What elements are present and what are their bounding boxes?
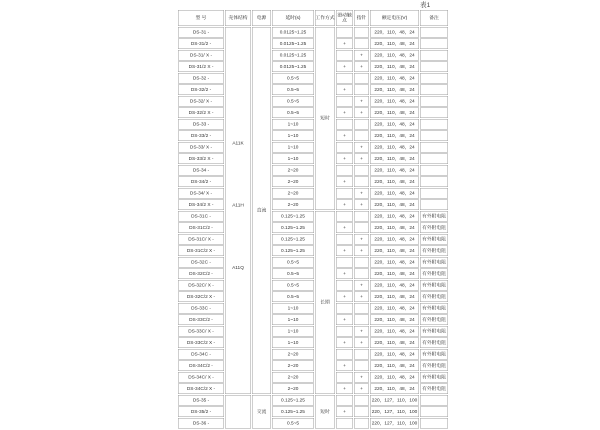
remark-cell <box>420 85 448 96</box>
delay-cell: 2~20 <box>272 165 314 176</box>
model-cell: DS-31/ X - <box>178 50 224 61</box>
remark-cell: 有外附电阻 <box>420 257 448 268</box>
voltage-cell: 220，110，48，24 <box>370 372 419 383</box>
table-row <box>178 62 448 73</box>
voltage-cell: 220，110，48，24 <box>370 338 419 349</box>
delay-cell: 0.5~5 <box>272 108 314 119</box>
slide-contact-cell <box>336 303 353 314</box>
delay-cell: 0.5~5 <box>272 269 314 280</box>
remark-cell: 有外附电阻 <box>420 280 448 291</box>
slide-contact-cell: + <box>336 407 353 418</box>
model-cell: DS-34/2 X - <box>178 200 224 211</box>
slide-contact-cell <box>336 165 353 176</box>
pointer-cell: + <box>354 326 369 337</box>
model-cell: DS-32 - <box>178 73 224 84</box>
slide-contact-cell <box>336 142 353 153</box>
slide-contact-cell <box>336 326 353 337</box>
model-cell: DS-32C/ X - <box>178 280 224 291</box>
pointer-cell <box>354 211 369 222</box>
table-caption: 表1 <box>420 1 431 9</box>
delay-cell: 1~10 <box>272 303 314 314</box>
table-row <box>178 234 448 245</box>
pointer-cell: + <box>354 154 369 165</box>
slide-contact-cell: + <box>336 108 353 119</box>
voltage-cell: 220，110，48，24 <box>370 349 419 360</box>
shell-structure-label: A11K <box>232 140 244 146</box>
slide-contact-cell <box>336 280 353 291</box>
table-row <box>178 85 448 96</box>
model-cell: DS-34/ X - <box>178 188 224 199</box>
table-row <box>178 384 448 395</box>
model-cell: DS-32C/2 X - <box>178 292 224 303</box>
table-row <box>178 246 448 257</box>
model-cell: DS-33/2 - <box>178 131 224 142</box>
table-row <box>178 269 448 280</box>
table-row <box>178 338 448 349</box>
delay-cell: 2~20 <box>272 361 314 372</box>
pointer-cell: + <box>354 96 369 107</box>
voltage-cell: 220，110，48，24 <box>370 27 419 38</box>
delay-cell: 0.5~5 <box>272 292 314 303</box>
delay-cell: 2~20 <box>272 384 314 395</box>
table-row <box>178 154 448 165</box>
table-body <box>178 27 448 429</box>
pointer-cell <box>354 269 369 280</box>
delay-cell: 0.125~1.25 <box>272 211 314 222</box>
model-cell: DS-32/ X - <box>178 96 224 107</box>
slide-contact-cell: + <box>336 315 353 326</box>
col-header-pointer: 指针 <box>354 10 369 26</box>
model-cell: DS-33C/ X - <box>178 326 224 337</box>
delay-cell: 1~10 <box>272 326 314 337</box>
power-cell: 交流 <box>252 395 271 429</box>
slide-contact-cell: + <box>336 85 353 96</box>
slide-contact-cell <box>336 349 353 360</box>
delay-cell: 2~20 <box>272 177 314 188</box>
model-cell: DS-34C/ X - <box>178 372 224 383</box>
table-row <box>178 315 448 326</box>
slide-contact-cell: + <box>336 39 353 50</box>
pointer-cell <box>354 407 369 418</box>
delay-cell: 0.5~5 <box>272 257 314 268</box>
col-header-remark: 备注 <box>420 10 448 26</box>
remark-cell <box>420 50 448 61</box>
delay-cell: 0.5~5 <box>272 418 314 429</box>
model-cell: DS-33C - <box>178 303 224 314</box>
delay-cell: 2~20 <box>272 349 314 360</box>
voltage-cell: 220，110，48，24 <box>370 315 419 326</box>
col-header-shell: 壳体结构 <box>225 10 251 26</box>
remark-cell <box>420 142 448 153</box>
pointer-cell <box>354 131 369 142</box>
voltage-cell: 220，110，48，24 <box>370 292 419 303</box>
remark-cell: 有外附电阻 <box>420 246 448 257</box>
remark-cell <box>420 119 448 130</box>
table-row <box>178 200 448 211</box>
remark-cell: 有外附电阻 <box>420 384 448 395</box>
voltage-cell: 220，110，48，24 <box>370 200 419 211</box>
model-cell: DS-32C - <box>178 257 224 268</box>
voltage-cell: 220，110，48，24 <box>370 119 419 130</box>
voltage-cell: 220，110，48，24 <box>370 165 419 176</box>
table-row <box>178 372 448 383</box>
table-row <box>178 326 448 337</box>
table-row <box>178 407 448 418</box>
pointer-cell: + <box>354 384 369 395</box>
slide-contact-cell <box>336 188 353 199</box>
voltage-cell: 220，110，48，24 <box>370 50 419 61</box>
pointer-cell: + <box>354 108 369 119</box>
slide-contact-cell: + <box>336 338 353 349</box>
remark-cell <box>420 177 448 188</box>
table-row <box>178 177 448 188</box>
model-cell: DS-33 - <box>178 119 224 130</box>
table-row <box>178 131 448 142</box>
slide-contact-cell <box>336 211 353 222</box>
table-row <box>178 395 448 406</box>
delay-cell: 2~20 <box>272 188 314 199</box>
remark-cell <box>420 27 448 38</box>
col-header-voltage: 额定电压(V) <box>370 10 419 26</box>
slide-contact-cell <box>336 234 353 245</box>
voltage-cell: 220，110，48，24 <box>370 211 419 222</box>
col-header-slide-contact: 滑动触点 <box>336 10 353 26</box>
delay-cell: 1~10 <box>272 315 314 326</box>
pointer-cell: + <box>354 246 369 257</box>
voltage-cell: 220，110，48，24 <box>370 142 419 153</box>
slide-contact-cell <box>336 50 353 61</box>
slide-contact-cell <box>336 27 353 38</box>
power-cell: 直流 <box>252 27 271 394</box>
pointer-cell: + <box>354 338 369 349</box>
model-cell: DS-33C/2 X - <box>178 338 224 349</box>
remark-cell <box>420 418 448 429</box>
voltage-cell: 220，110，48，24 <box>370 326 419 337</box>
voltage-cell: 220，110，48，24 <box>370 39 419 50</box>
delay-cell: 2~20 <box>272 372 314 383</box>
slide-contact-cell <box>336 372 353 383</box>
voltage-cell: 220，110，48，24 <box>370 257 419 268</box>
table-row <box>178 142 448 153</box>
remark-cell <box>420 131 448 142</box>
remark-cell: 有外附电阻 <box>420 223 448 234</box>
pointer-cell <box>354 315 369 326</box>
pointer-cell: + <box>354 372 369 383</box>
remark-cell <box>420 407 448 418</box>
remark-cell: 有外附电阻 <box>420 361 448 372</box>
slide-contact-cell: + <box>336 177 353 188</box>
voltage-cell: 220，110，48，24 <box>370 131 419 142</box>
pointer-cell <box>354 177 369 188</box>
slide-contact-cell <box>336 96 353 107</box>
model-cell: DS-31C - <box>178 211 224 222</box>
voltage-cell: 220，110，48，24 <box>370 73 419 84</box>
delay-cell: 0.5~5 <box>272 73 314 84</box>
shell-structure-cell <box>225 395 251 429</box>
table-row <box>178 211 448 222</box>
remark-cell: 有外附电阻 <box>420 315 448 326</box>
slide-contact-cell <box>336 73 353 84</box>
pointer-cell: + <box>354 62 369 73</box>
table-row <box>178 27 448 38</box>
table-row <box>178 96 448 107</box>
remark-cell: 有外附电阻 <box>420 338 448 349</box>
remark-cell: 有外附电阻 <box>420 211 448 222</box>
model-cell: DS-33C/2 - <box>178 315 224 326</box>
pointer-cell: + <box>354 142 369 153</box>
remark-cell <box>420 188 448 199</box>
table-row <box>178 303 448 314</box>
delay-cell: 0.0125~1.25 <box>272 50 314 61</box>
work-mode-cell: 短时 <box>315 395 335 429</box>
remark-cell: 有外附电阻 <box>420 349 448 360</box>
pointer-cell <box>354 418 369 429</box>
remark-cell <box>420 108 448 119</box>
voltage-cell: 220，110，48，24 <box>370 269 419 280</box>
remark-cell <box>420 165 448 176</box>
delay-cell: 1~10 <box>272 142 314 153</box>
pointer-cell <box>354 39 369 50</box>
work-mode-cell: 长期 <box>315 211 335 394</box>
remark-cell: 有外附电阻 <box>420 234 448 245</box>
slide-contact-cell: + <box>336 292 353 303</box>
voltage-cell: 220，110，48，24 <box>370 384 419 395</box>
pointer-cell <box>354 165 369 176</box>
model-cell: DS-34C - <box>178 349 224 360</box>
pointer-cell: + <box>354 50 369 61</box>
remark-cell <box>420 154 448 165</box>
remark-cell: 有外附电阻 <box>420 292 448 303</box>
voltage-cell: 220，127，110，100 <box>370 407 419 418</box>
remark-cell: 有外附电阻 <box>420 303 448 314</box>
slide-contact-cell: + <box>336 361 353 372</box>
voltage-cell: 220，127，110，100 <box>370 418 419 429</box>
slide-contact-cell <box>336 418 353 429</box>
table-row <box>178 50 448 61</box>
table-row <box>178 165 448 176</box>
slide-contact-cell: + <box>336 200 353 211</box>
pointer-cell: + <box>354 234 369 245</box>
shell-structure-cell <box>225 27 251 394</box>
slide-contact-cell <box>336 257 353 268</box>
delay-cell: 0.0125~1.25 <box>272 27 314 38</box>
voltage-cell: 220，110，48，24 <box>370 188 419 199</box>
model-cell: DS-31C/2 X - <box>178 246 224 257</box>
model-cell: DS-33/2 X - <box>178 154 224 165</box>
voltage-cell: 220，110，48，24 <box>370 246 419 257</box>
model-cell: DS-34C/2 X - <box>178 384 224 395</box>
remark-cell: 有外附电阻 <box>420 372 448 383</box>
model-cell: DS-35/2 - <box>178 407 224 418</box>
model-cell: DS-34C/2 - <box>178 361 224 372</box>
pointer-cell <box>354 257 369 268</box>
pointer-cell <box>354 119 369 130</box>
model-cell: DS-31 - <box>178 27 224 38</box>
model-cell: DS-33/ X - <box>178 142 224 153</box>
pointer-cell <box>354 27 369 38</box>
delay-cell: 1~10 <box>272 154 314 165</box>
work-mode-cell: 短时 <box>315 27 335 210</box>
voltage-cell: 220，110，48，24 <box>370 361 419 372</box>
slide-contact-cell: + <box>336 384 353 395</box>
table-row <box>178 119 448 130</box>
voltage-cell: 220，110，48，24 <box>370 280 419 291</box>
table-row <box>178 223 448 234</box>
model-cell: DS-32/2 X - <box>178 108 224 119</box>
delay-cell: 1~10 <box>272 338 314 349</box>
model-cell: DS-31/2 X - <box>178 62 224 73</box>
pointer-cell <box>354 223 369 234</box>
voltage-cell: 220，127，110，100 <box>370 395 419 406</box>
voltage-cell: 220，110，48，24 <box>370 303 419 314</box>
table-row <box>178 39 448 50</box>
table-row <box>178 257 448 268</box>
pointer-cell <box>354 85 369 96</box>
model-cell: DS-34/2 - <box>178 177 224 188</box>
delay-cell: 2~20 <box>272 200 314 211</box>
col-header-model: 型 号 <box>178 10 224 26</box>
delay-cell: 0.5~5 <box>272 96 314 107</box>
table-row <box>178 349 448 360</box>
model-cell: DS-31/2 - <box>178 39 224 50</box>
delay-cell: 0.0125~1.25 <box>272 39 314 50</box>
voltage-cell: 220，110，48，24 <box>370 108 419 119</box>
slide-contact-cell: + <box>336 154 353 165</box>
slide-contact-cell: + <box>336 62 353 73</box>
voltage-cell: 220，110，48，24 <box>370 154 419 165</box>
remark-cell: 有外附电阻 <box>420 326 448 337</box>
spec-table-wrapper <box>177 9 446 430</box>
voltage-cell: 220，110，48，24 <box>370 96 419 107</box>
remark-cell <box>420 395 448 406</box>
col-header-work-mode: 工作方式 <box>315 10 335 26</box>
delay-cell: 0.0125~1.25 <box>272 62 314 73</box>
remark-cell <box>420 96 448 107</box>
col-header-delay: 延时(s) <box>272 10 314 26</box>
delay-cell: 0.5~5 <box>272 85 314 96</box>
shell-structure-label: A11Q <box>232 264 244 271</box>
pointer-cell: + <box>354 292 369 303</box>
pointer-cell <box>354 349 369 360</box>
voltage-cell: 220，110，48，24 <box>370 85 419 96</box>
model-cell: DS-34 - <box>178 165 224 176</box>
delay-cell: 0.125~1.25 <box>272 234 314 245</box>
remark-cell <box>420 73 448 84</box>
table-row <box>178 108 448 119</box>
model-cell: DS-31C/ X - <box>178 234 224 245</box>
model-cell: DS-32C/2 - <box>178 269 224 280</box>
pointer-cell: + <box>354 280 369 291</box>
table-row <box>178 188 448 199</box>
remark-cell <box>420 39 448 50</box>
pointer-cell <box>354 361 369 372</box>
table-row <box>178 361 448 372</box>
voltage-cell: 220，110，48，24 <box>370 62 419 73</box>
pointer-cell <box>354 73 369 84</box>
slide-contact-cell: + <box>336 269 353 280</box>
pointer-cell: + <box>354 188 369 199</box>
header-row <box>178 10 448 26</box>
delay-cell: 0.5~5 <box>272 280 314 291</box>
table-row <box>178 292 448 303</box>
table-row <box>178 73 448 84</box>
remark-cell <box>420 200 448 211</box>
delay-cell: 1~10 <box>272 119 314 130</box>
pointer-cell <box>354 395 369 406</box>
delay-cell: 1~10 <box>272 131 314 142</box>
model-cell: DS-31C/2 - <box>178 223 224 234</box>
voltage-cell: 220，110，48，24 <box>370 223 419 234</box>
slide-contact-cell: + <box>336 131 353 142</box>
voltage-cell: 220，110，48，24 <box>370 177 419 188</box>
slide-contact-cell: + <box>336 246 353 257</box>
pointer-cell: + <box>354 200 369 211</box>
delay-cell: 0.125~1.25 <box>272 246 314 257</box>
voltage-cell: 220，110，48，24 <box>370 234 419 245</box>
table-row <box>178 280 448 291</box>
col-header-power: 电源 <box>252 10 271 26</box>
model-cell: DS-36 - <box>178 418 224 429</box>
model-cell: DS-32/2 - <box>178 85 224 96</box>
slide-contact-cell: + <box>336 223 353 234</box>
delay-cell: 0.125~1.25 <box>272 407 314 418</box>
delay-cell: 0.125~1.25 <box>272 223 314 234</box>
model-cell: DS-35 - <box>178 395 224 406</box>
slide-contact-cell <box>336 119 353 130</box>
spec-table <box>177 9 449 430</box>
slide-contact-cell <box>336 395 353 406</box>
table-row <box>178 418 448 429</box>
remark-cell <box>420 62 448 73</box>
remark-cell: 有外附电阻 <box>420 269 448 280</box>
shell-structure-label: A11H <box>232 202 244 209</box>
pointer-cell <box>354 303 369 314</box>
delay-cell: 0.125~1.25 <box>272 395 314 406</box>
